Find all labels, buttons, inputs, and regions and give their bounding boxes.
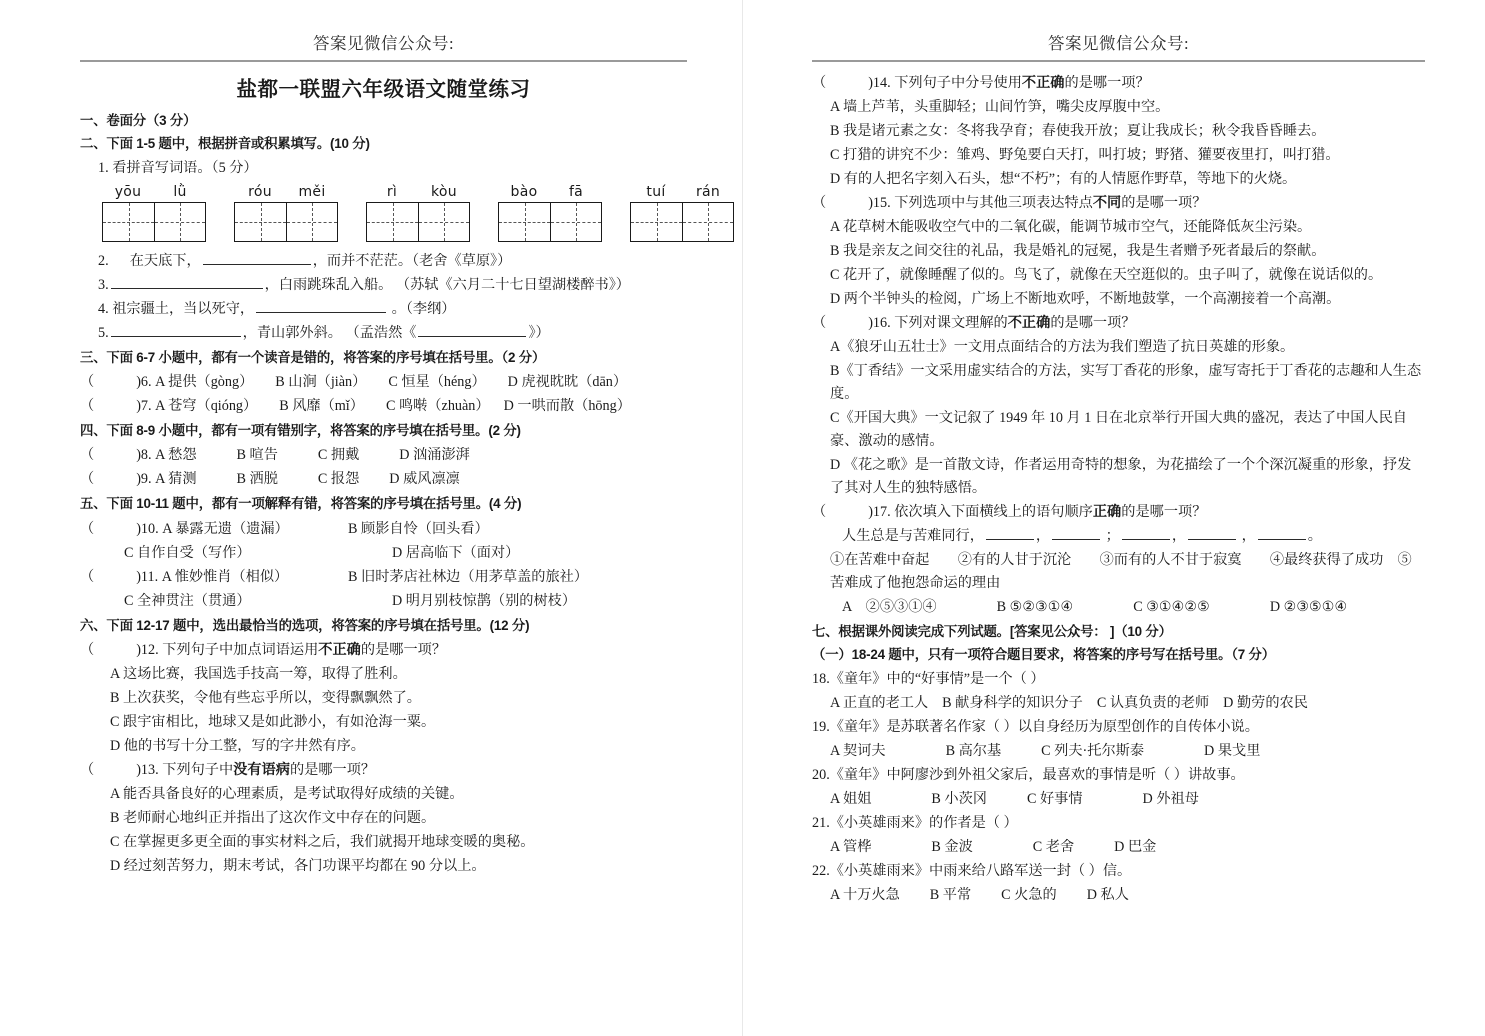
pinyin-group [102,184,206,242]
question-22-stem: 22.《小英雄雨来》中雨来给八路军送一封（ ）信。 [812,863,1132,880]
question-number: 5. [98,325,109,342]
pinyin-group [234,184,338,242]
answer-blank[interactable] [1122,526,1170,540]
answer-bracket[interactable]: （ [80,471,95,488]
answer-bracket[interactable]: （ [80,641,95,658]
question-16-option-a[interactable]: A《狼牙山五壮士》一文用点面结合的方法为我们塑造了抗日英雄的形象。 [830,339,1295,355]
question-number: )15. [868,195,891,211]
option-b[interactable]: B 金波 [931,839,973,856]
option-c[interactable]: C 鸣啭（zhuàn） [385,398,490,415]
option-b[interactable]: B 小茨冈 [931,791,987,808]
question-stem-end: 的是哪一项？ [1121,195,1207,211]
question-stem-end: 的是哪一项？ [1064,75,1150,91]
question-number: )11. [136,568,159,585]
option-d[interactable]: D 威风凛凛 [389,471,460,488]
pinyin-syllable: rán [695,184,721,201]
tianzige-box-pair[interactable] [234,202,338,242]
question-14 [812,72,1425,95]
question-stem-end: 的是哪一项？ [1121,504,1207,520]
pinyin-text [102,184,206,200]
question-14-option-d[interactable]: D 有的人把名字刻入石头，想“不朽”；有的人情愿作野草，等地下的火烧。 [830,171,1297,187]
answer-bracket[interactable]: （ [80,568,95,585]
section-2-heading: 二、下面 1-5 题中，根据拼音或积累填写。(10 分) [80,136,370,152]
option-b[interactable]: B 平常 [929,887,972,904]
question-4 [80,298,687,321]
question-13-option-b[interactable]: B 老师耐心地纠正并指出了这次作文中存在的问题。 [110,809,436,826]
pinyin-text [498,184,602,200]
answer-blank[interactable] [1188,526,1236,540]
option-d[interactable]: D 汹涌澎湃 [399,447,470,464]
answer-blank[interactable] [1258,526,1306,540]
section-4-heading: 四、下面 8-9 小题中，都有一项有错别字，将答案的序号填在括号里。(2 分) [80,423,521,439]
tianzige-cell[interactable] [550,203,601,241]
question-18-options [812,692,1425,715]
question-stem-end: 的是哪一项？ [289,761,376,778]
pinyin-syllable: kòu [431,184,457,201]
pinyin-syllable: róu [248,184,272,201]
question-stem-emphasis: 不正确 [1021,75,1065,91]
option-a[interactable]: A 正直的老工人 [830,695,929,712]
question-21-stem: 21.《小英雄雨来》的作者是（ ） [812,815,1018,832]
question-stem: 下列句子中加点词语运用 [162,641,319,658]
tianzige-cell[interactable] [235,203,286,241]
section-7-heading: 七、根据课外阅读完成下列试题。[答案见公众号： ]（10 分） [812,624,1172,639]
section-1-heading: 一、卷面分（3 分） [80,113,197,128]
option-b[interactable]: B 高尔基 [945,743,1002,760]
question-stem: 下列句子中分号使用 [894,75,1022,91]
answer-bracket[interactable]: （ [812,195,827,211]
section-6-heading: 六、下面 12-17 题中，选出最恰当的选项，将答案的序号填在括号里。(12 分) [80,617,530,633]
question-19-stem: 19.《童年》是苏联著名作家（ ）以自身经历为原型创作的自传体小说。 [812,719,1259,736]
question-12-option-a[interactable]: A 这场比赛，我国选手技高一筹，取得了胜利。 [110,665,407,682]
question-1-label: 1. 看拼音写词语。（5 分） [98,160,258,177]
question-stem: 下列选项中与其他三项表达特点 [894,195,1093,211]
question-number: )6. [136,374,152,391]
header-rule [80,60,687,62]
question-9 [80,468,687,491]
question-11 [80,566,687,589]
question-16-option-d[interactable]: D 《花之歌》是一首散文诗，作者运用奇特的想象，为花描绘了一个个深沉凝重的形象，抒发了其对人生的独特感悟。 [830,457,1412,496]
tianzige-box-pair[interactable] [630,202,734,242]
answer-bracket[interactable]: （ [812,504,827,520]
option-d[interactable]: D 虎视眈眈（dān） [507,374,628,391]
pinyin-syllable: tuí [646,184,666,201]
option-c[interactable]: C 报怨 [317,471,360,488]
question-text: 祖宗疆土，当以死守， [112,301,255,318]
question-11-left [80,566,348,589]
question-10-left-2 [80,542,392,565]
question-16-option-b[interactable]: B《丁香结》一文采用虚实结合的方法，实写丁香花的形象，虚写寄托于丁香花的志趣和人生态度。 [830,363,1422,402]
option-b[interactable]: B 风靡（mǐ） [279,398,364,415]
answer-bracket[interactable]: （ [80,398,95,415]
question-number: )17. [868,504,891,520]
pinyin-text [630,184,734,200]
question-15-option-b[interactable]: B 我是亲友之间交往的礼品，我是婚礼的冠冕，我是生者赠予死者最后的祭献。 [830,243,1326,259]
pinyin-syllable: yōu [114,184,142,201]
question-7 [80,395,687,418]
tianzige-cell[interactable] [286,203,337,241]
tianzige-cell[interactable] [682,203,733,241]
question-number: )8. [136,447,152,464]
pinyin-syllable: bào [510,184,538,201]
question-20-options [812,788,1425,811]
option-a[interactable]: A 暴露无遗（遗漏） [162,520,289,537]
answer-blank[interactable] [1052,526,1100,540]
question-10 [80,518,687,541]
tianzige-cell[interactable] [103,203,154,241]
pinyin-syllable: lǜ [173,184,187,201]
question-stem-emphasis: 不正确 [1007,315,1051,331]
option-a[interactable]: A 惟妙惟肖（相似） [161,568,289,585]
question-15-option-c[interactable]: C 花开了，就像睡醒了似的。鸟飞了，就像在天空逛似的。虫子叫了，就像在说话似的。 [830,267,1383,283]
option-a[interactable]: A 提供（gòng） [155,374,254,391]
header-note-right: 答案见微信公众号: [1047,34,1190,53]
pinyin-group [498,184,602,242]
right-column [742,0,1485,1036]
question-text: ，白雨跳珠乱入船。 （苏轼《六月二十七日望湖楼醉书》） [264,277,630,294]
question-text: 在天底下， [129,253,201,270]
option-c[interactable]: C 好事情 [1026,791,1083,808]
question-number: 3. [98,277,109,294]
section-7a-heading: （一）18-24 题中，只有一项符合题目要求，将答案的序号写在括号里。（7 分） [812,647,1275,663]
left-column [0,0,742,1036]
question-11-left-2 [80,590,392,613]
question-number: )9. [136,471,152,488]
option-d[interactable]: D 巴金 [1114,839,1157,856]
question-13-option-d[interactable]: D 经过刻苦努力，期末考试，各门功课平均都在 90 分以上。 [110,857,486,874]
option-c[interactable]: C 老舍 [1032,839,1075,856]
question-number: 4. [98,301,109,318]
question-text: 》） [528,325,550,342]
question-10-row2 [80,542,687,565]
header-rule-right [812,60,1425,62]
question-stem-emphasis: 正确 [1092,504,1122,520]
answer-bracket[interactable]: （ [812,75,827,91]
question-stem: 下列句子中 [162,761,234,778]
question-12 [80,639,687,662]
question-2 [80,250,687,273]
option-c[interactable]: C 自作自受（写作） [124,544,251,561]
section-5-heading: 五、下面 10-11 题中，都有一项解释有错，将答案的序号填在括号里。(4 分) [80,496,522,512]
question-12-option-c[interactable]: C 跟宇宙相比，地球又是如此渺小，有如沧海一粟。 [110,713,436,730]
answer-blank[interactable] [986,526,1034,540]
question-3 [80,274,687,297]
question-stem-emphasis: 不正确 [318,641,361,658]
answer-bracket[interactable]: （ [80,761,95,778]
option-b[interactable]: B 顾影自怜（回头看） [348,520,489,537]
question-15-option-d[interactable]: D 两个半钟头的检阅，广场上不断地欢呼，不断地鼓掌，一个高潮接着一个高潮。 [830,291,1341,307]
question-21-options [812,836,1425,859]
pinyin-text [234,184,338,200]
pinyin-syllable: rì [386,184,398,201]
tianzige-box-pair[interactable] [498,202,602,242]
question-17-choices [812,596,1425,619]
option-a[interactable]: A 契诃夫 [830,743,886,760]
question-8 [80,444,687,467]
option-a[interactable]: A 管桦 [830,839,872,856]
question-17-items: ①在苦难中奋起 ②有的人甘于沉沦 ③而有的人不甘于寂寞 ④最终获得了成功 ⑤苦难成了他抱怨命运的理由 [830,552,1412,591]
question-14-option-c[interactable]: C 打猎的讲究不少：雏鸡、野兔要白天打，叫打坡；野猪、獾要夜里打，叫打猎。 [830,147,1340,163]
header-note: 答案见微信公众号: [312,34,455,53]
question-number: 2. [98,253,109,270]
option-a[interactable]: A 姐姐 [830,791,872,808]
option-d[interactable]: D 私人 [1086,887,1129,904]
pinyin-text [366,184,470,200]
question-17-lead-text: 人生总是与苦难同行， [842,528,984,544]
option-d[interactable]: D 勤劳的农民 [1223,695,1308,712]
option-b[interactable]: B 献身科学的知识分子 [942,695,1083,712]
question-19-options [812,740,1425,763]
tianzige-cell[interactable] [418,203,469,241]
question-14-option-a[interactable]: A 墙上芦苇，头重脚轻；山间竹笋，嘴尖皮厚腹中空。 [830,99,1170,115]
question-13 [80,759,687,782]
option-a[interactable]: A 愁怨 [155,447,197,464]
question-13-option-a[interactable]: A 能否具备良好的心理素质，是考试取得好成绩的关键。 [110,785,464,802]
question-20-stem: 20.《童年》中阿廖沙到外祖父家后，最喜欢的事情是听（ ）讲故事。 [812,767,1245,784]
pinyin-syllable: fā [568,184,584,201]
option-a[interactable]: A ②⑤③①④ [842,599,937,615]
question-11-row2 [80,590,687,613]
option-c[interactable]: C 全神贯注（贯通） [124,592,251,609]
question-text: 。（李纲） [391,301,456,318]
answer-blank[interactable] [203,251,311,265]
question-22-options [812,884,1425,907]
option-b[interactable]: B 旧时茅店社林边（用茅草盖的旅社） [348,568,589,585]
question-stem: 依次填入下面横线上的语句顺序 [894,504,1093,520]
tianzige-cell[interactable] [499,203,550,241]
answer-blank[interactable] [256,299,386,313]
option-a[interactable]: A 十万火急 [830,887,900,904]
option-b[interactable]: B ⑤②③①④ [996,599,1074,615]
question-5 [80,322,687,345]
pinyin-group [366,184,470,242]
option-c[interactable]: C 认真负责的老师 [1096,695,1210,712]
question-6 [80,371,687,394]
question-14-option-b[interactable]: B 我是诸元素之女：冬将我孕育；春使我开放；夏让我成长；秋令我昏昏睡去。 [830,123,1326,139]
question-number: )10. [136,520,159,537]
section-3-heading: 三、下面 6-7 小题中，都有一个读音是错的，将答案的序号填在括号里。（2 分） [80,350,546,366]
option-c[interactable]: C 火急的 [1001,887,1057,904]
option-b[interactable]: B 喧告 [236,447,278,464]
question-stem-emphasis: 没有语病 [233,761,290,778]
question-16-option-c[interactable]: C《开国大典》一文记叙了 1949 年 10 月 1 日在北京举行开国大典的盛况，表达了中国人民自豪、激动的感情。 [830,410,1407,449]
question-number: )13. [136,761,159,778]
question-12-option-d[interactable]: D 他的书写十分工整，写的字井然有序。 [110,737,365,754]
option-c[interactable]: C 恒星（héng） [388,374,486,391]
tianzige-cell[interactable] [367,203,418,241]
page-title: 盐都一联盟六年级语文随堂练习 [236,79,531,101]
option-b[interactable]: B 洒脱 [236,471,278,488]
question-15-option-a[interactable]: A 花草树木能吸收空气中的二氧化碳，能调节城市空气，还能降低灰尘污染。 [830,219,1312,235]
answer-bracket[interactable]: （ [80,520,95,537]
option-a[interactable]: A 苍穹（qióng） [155,398,258,415]
option-d[interactable]: D 明月别枝惊鹊（别的树枝） [392,592,577,609]
question-16 [812,312,1425,335]
option-c[interactable]: C 列夫·托尔斯泰 [1041,743,1145,760]
option-b[interactable]: B 山涧（jiàn） [275,374,367,391]
question-number: )16. [868,315,891,331]
pinyin-group [630,184,734,242]
option-d[interactable]: D ②③⑤①④ [1269,599,1348,615]
question-12-option-b[interactable]: B 上次获奖，令他有些忘乎所以，变得飘飘然了。 [110,689,421,706]
option-c[interactable]: C 拥戴 [317,447,360,464]
tianzige-box-pair[interactable] [366,202,470,242]
question-stem-emphasis: 不同 [1092,195,1122,211]
question-stem-end: 的是哪一项？ [360,641,447,658]
question-17-lead: 人生总是与苦难同行， ， ； ， ， 。 [812,525,1425,548]
question-text: ，而并不茫茫。（老舍《草原》） [312,253,512,270]
pinyin-syllable: měi [298,184,326,201]
answer-bracket[interactable]: （ [812,315,827,331]
question-15 [812,192,1425,215]
answer-bracket[interactable]: （ [80,374,95,391]
question-stem-end: 的是哪一项？ [1050,315,1136,331]
question-10-left [80,518,348,541]
option-d[interactable]: D 居高临下（面对） [392,544,520,561]
option-a[interactable]: A 猜测 [155,471,197,488]
tianzige-cell[interactable] [631,203,682,241]
question-text: ，青山郭外斜。 （孟浩然《 [242,325,417,342]
option-c[interactable]: C ③①④②⑤ [1133,599,1210,615]
question-number: )7. [136,398,152,415]
option-d[interactable]: D 一哄而散（hōng） [503,398,631,415]
question-17 [812,501,1425,524]
tianzige-cell[interactable] [154,203,205,241]
question-18-stem: 18.《童年》中的“好事情”是一个（ ） [812,671,1045,688]
answer-bracket[interactable]: （ [80,447,95,464]
answer-blank[interactable] [111,275,263,289]
tianzige-box-pair[interactable] [102,202,206,242]
answer-blank[interactable] [111,323,241,337]
question-stem: 下列对课文理解的 [894,315,1008,331]
pinyin-grid-row [80,184,721,242]
option-d[interactable]: D 果戈里 [1204,743,1261,760]
question-number: )14. [868,75,891,91]
answer-blank[interactable] [418,323,526,337]
option-d[interactable]: D 外祖母 [1142,791,1199,808]
question-13-option-c[interactable]: C 在掌握更多更全面的事实材料之后，我们就揭开地球变暖的奥秘。 [110,833,535,850]
question-number: )12. [136,641,159,658]
